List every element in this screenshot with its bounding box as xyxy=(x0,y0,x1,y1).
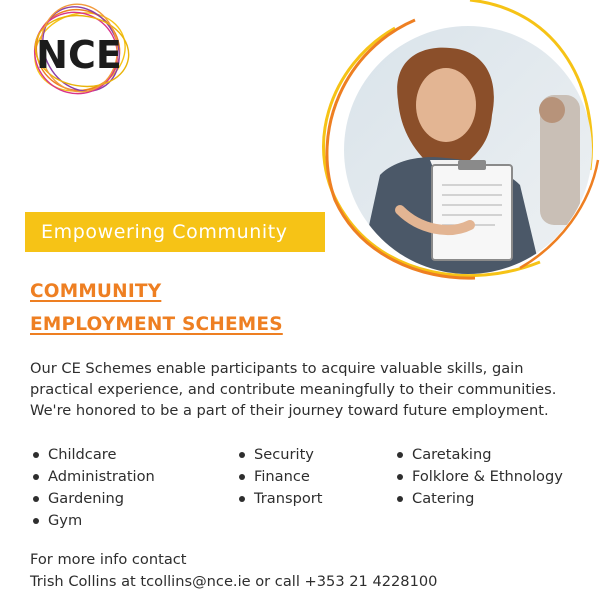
list-item: Administration xyxy=(30,466,155,488)
list-item: Transport xyxy=(236,488,322,510)
list-item: Security xyxy=(236,444,322,466)
scheme-list-column-2 xyxy=(236,444,322,510)
tagline-text: Empowering Community xyxy=(41,221,288,243)
contact-details: Trish Collins at tcollins@nce.ie or call +353 21 4228100 xyxy=(30,573,438,590)
list-item: Caretaking xyxy=(394,444,563,466)
scheme-list-column-1 xyxy=(30,444,155,532)
contact-intro: For more info contact xyxy=(30,551,187,568)
scheme-list-column-3 xyxy=(394,444,563,510)
nce-logo xyxy=(18,0,138,98)
intro-paragraph: Our CE Schemes enable participants to acquire valuable skills, gain practical experience, and contribute meaningfully to their communities. We're honored to be a part of their journey toward future employment. xyxy=(30,360,557,419)
list-item: Folklore & Ethnology xyxy=(394,466,563,488)
list-item: Catering xyxy=(394,488,563,510)
section-heading-line2: EMPLOYMENT SCHEMES xyxy=(30,314,283,335)
list-item: Childcare xyxy=(30,444,155,466)
list-item: Gym xyxy=(30,510,155,532)
logo-text: NCE xyxy=(36,33,122,77)
list-item: Finance xyxy=(236,466,322,488)
hero-photo xyxy=(300,0,602,290)
section-heading-line1: COMMUNITY xyxy=(30,281,162,302)
tagline-banner xyxy=(25,212,325,252)
list-item: Gardening xyxy=(30,488,155,510)
